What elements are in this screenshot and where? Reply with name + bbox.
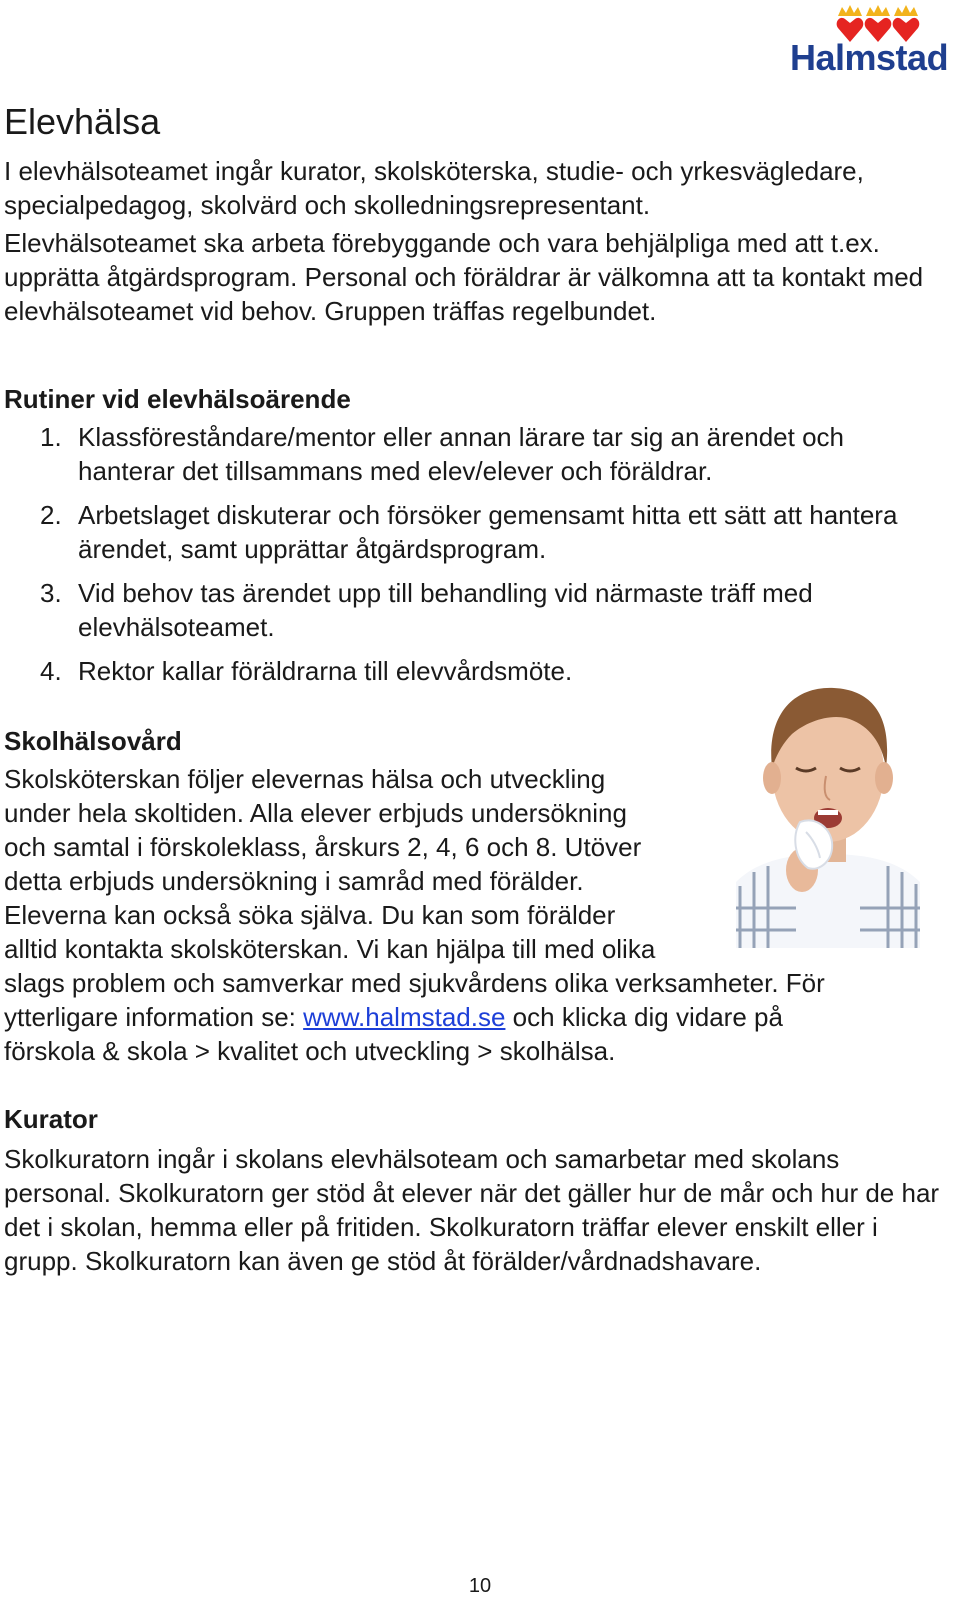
text-line: slags problem och samverkar med sjukvårdens olika verksamheter. För: [4, 968, 825, 998]
step-number: 2.: [40, 500, 62, 530]
logo-wordmark: Halmstad: [790, 37, 949, 78]
link-prefix: ytterligare information se:: [4, 1002, 304, 1032]
skolhalsovard-heading: Skolhälsovård: [4, 726, 182, 756]
step-number: 3.: [40, 578, 62, 608]
text-line: förskola & skola > kvalitet och utveckling > skolhälsa.: [4, 1036, 616, 1066]
rutiner-steps-list: [4, 420, 944, 698]
text-line: [4, 1000, 944, 1034]
page-number: 10: [468, 1575, 492, 1597]
list-item: [4, 420, 944, 488]
text-line: och samtal i förskoleklass, årskurs 2, 4, 6 och 8. Utöver: [4, 832, 642, 862]
intro-paragraph-2: Elevhälsoteamet ska arbeta förebyggande och vara behjälpliga med att t.ex. upprätta åtgärdsprogram. Personal och föräldrar är välkomna att ta kontakt med elevhälsoteamet vid behov. Gruppen träffas regelbundet.: [4, 228, 924, 326]
step-number: 4.: [40, 656, 62, 686]
skolhalsovard-text: [4, 762, 944, 1068]
step-number: 1.: [40, 422, 62, 452]
list-item: [4, 576, 944, 644]
step-text: Klassföreståndare/mentor eller annan lärare tar sig an ärendet och hanterar det tillsammans med elev/elever och föräldrar.: [78, 422, 844, 486]
kurator-heading: Kurator: [4, 1104, 98, 1134]
step-text: Arbetslaget diskuterar och försöker gemensamt hitta ett sätt att hantera ärendet, samt upprättar åtgärdsprogram.: [78, 500, 898, 564]
list-item: [4, 498, 944, 566]
page-title: Elevhälsa: [4, 101, 161, 142]
link-suffix: och klicka dig vidare på: [505, 1002, 783, 1032]
halmstad-website-link[interactable]: www.halmstad.se: [303, 1002, 506, 1032]
step-text: Rektor kallar föräldrarna till elevvårdsmöte.: [78, 656, 573, 686]
text-line: Eleverna kan också söka själva. Du kan som förälder: [4, 900, 616, 930]
step-text: Vid behov tas ärendet upp till behandling vid närmaste träff med elevhälsoteamet.: [78, 578, 813, 642]
intro-section: [4, 154, 944, 328]
rutiner-heading: Rutiner vid elevhälsoärende: [4, 384, 351, 414]
text-line: alltid kontakta skolsköterskan. Vi kan hjälpa till med olika: [4, 934, 656, 964]
halmstad-logo: [790, 4, 954, 78]
text-line: Skolsköterskan följer elevernas hälsa och utveckling: [4, 764, 606, 794]
text-line: detta erbjuds undersökning i samråd med förälder.: [4, 866, 584, 896]
intro-paragraph-1: I elevhälsoteamet ingår kurator, skolsköterska, studie- och yrkesvägledare, specialpedagog, skolvärd och skolledningsrepresentant.: [4, 156, 864, 220]
kurator-paragraph: Skolkuratorn ingår i skolans elevhälsoteam och samarbetar med skolans personal. Skolkuratorn ger stöd åt elever när det gäller hur de mår och hur de har det i skolan, hemma eller på fritiden. Skolkuratorn träffar elever enskilt eller i grupp. Skolkuratorn kan även ge stöd åt förälder/vårdnadshavare.: [4, 1144, 940, 1276]
text-line: under hela skoltiden. Alla elever erbjuds undersökning: [4, 798, 627, 828]
